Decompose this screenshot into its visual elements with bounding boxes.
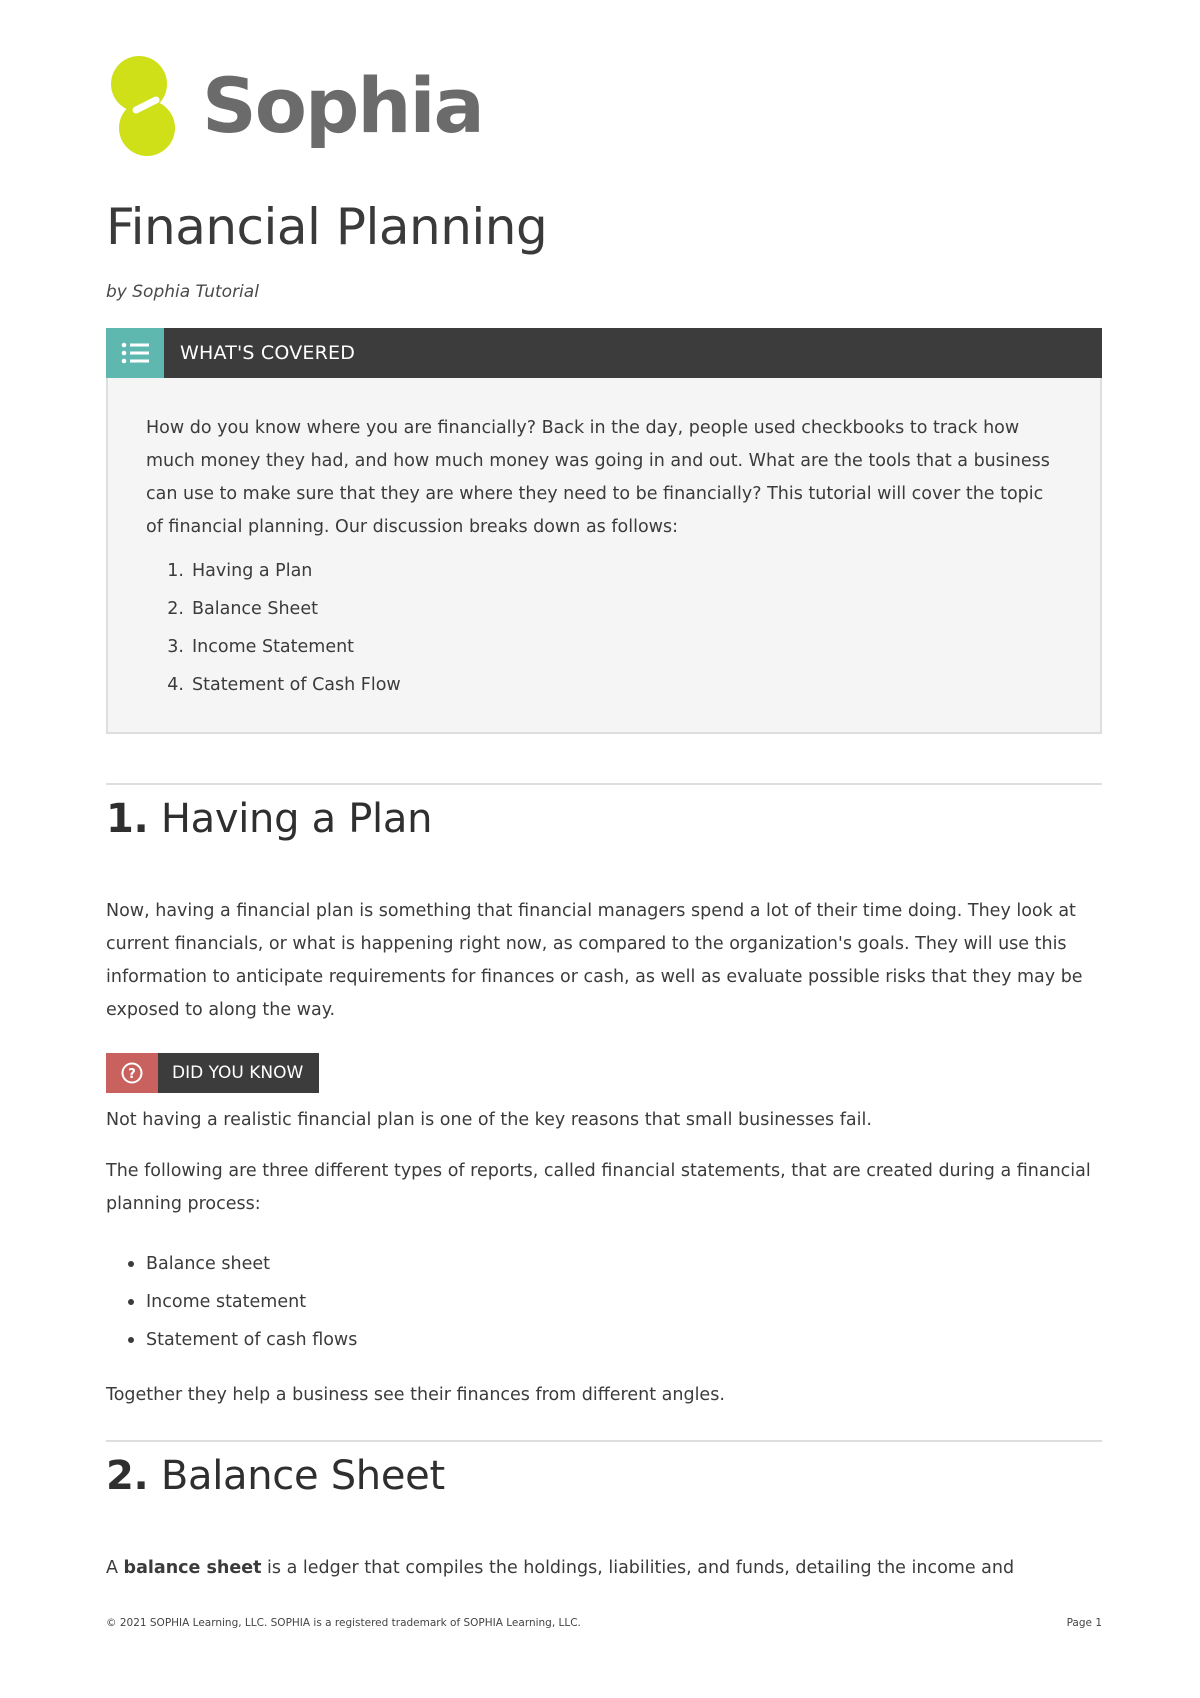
covered-item-number: 2. (167, 599, 184, 619)
covered-item-label: Statement of Cash Flow (192, 675, 401, 695)
list-item (106, 1245, 357, 1283)
did-you-know-text: Not having a realistic financial plan is one of the key reasons that small businesses fail. (106, 1110, 872, 1130)
covered-item (146, 590, 1062, 628)
section-title: Having a Plan (160, 796, 433, 842)
covered-item-number: 1. (167, 561, 184, 581)
list-item (106, 1321, 357, 1359)
covered-item-label: Having a Plan (192, 561, 313, 581)
section-divider (106, 783, 1102, 785)
list-item (106, 1283, 357, 1321)
whats-covered-box (106, 328, 1102, 734)
balance-sheet-text: is a ledger that compiles the holdings, liabilities, and funds, detailing the income and (261, 1558, 1015, 1578)
covered-item-label: Income Statement (192, 637, 355, 657)
brand-name: Sophia (202, 61, 483, 150)
list-icon (106, 328, 164, 378)
list-item-label: Statement of cash flows (146, 1330, 358, 1350)
whats-covered-body (106, 378, 1102, 734)
statements-intro: The following are three different types of reports, called financial statements, that are created during a financial planning process: (106, 1161, 1091, 1214)
sophia-logo (106, 54, 483, 158)
statements-list (106, 1245, 357, 1359)
statements-closing: Together they help a business see their finances from different angles. (106, 1385, 725, 1405)
whats-covered-header (106, 328, 1102, 378)
covered-item (146, 552, 1062, 590)
covered-item-number: 4. (167, 675, 184, 695)
question-icon (106, 1053, 158, 1093)
did-you-know-label: DID YOU KNOW (158, 1053, 319, 1093)
did-you-know-header (106, 1053, 319, 1093)
covered-list (146, 552, 1062, 704)
section-number: 2. (106, 1453, 149, 1499)
whats-covered-title: WHAT'S COVERED (180, 342, 356, 364)
covered-intro: How do you know where you are financially? Back in the day, people used checkbooks to track how much money they had, and how much money was going in and out. What are the tools that a business can use to make sure that they are where they need to be financially? This tutorial will cover the topic of financial planning. Our discussion breaks down as follows: (146, 418, 1050, 537)
svg-text:?: ? (128, 1067, 136, 1082)
list-item-label: Income statement (146, 1292, 307, 1312)
balance-sheet-paragraph (106, 1552, 1102, 1585)
section-divider (106, 1440, 1102, 1442)
balance-sheet-prefix: A (106, 1558, 124, 1578)
document-page (106, 0, 1102, 1698)
covered-item-number: 3. (167, 637, 184, 657)
section-heading-balance-sheet (106, 1453, 445, 1499)
section-number: 1. (106, 796, 149, 842)
section-title: Balance Sheet (160, 1453, 445, 1499)
sophia-mark-icon (106, 54, 180, 158)
list-item-label: Balance sheet (146, 1254, 270, 1274)
balance-sheet-term: balance sheet (123, 1558, 262, 1578)
footer-copyright: © 2021 SOPHIA Learning, LLC. SOPHIA is a registered trademark of SOPHIA Learning, LLC. (106, 1617, 581, 1629)
document-title: Financial Planning (106, 198, 548, 256)
byline: by Sophia Tutorial (106, 282, 259, 302)
covered-item-label: Balance Sheet (192, 599, 318, 619)
page-number: Page 1 (1066, 1617, 1102, 1629)
covered-item (146, 628, 1062, 666)
having-a-plan-paragraph: Now, having a financial plan is something that financial managers spend a lot of their time doing. They look at current financials, or what is happening right now, as compared to the organization's goals. They will use this information to anticipate requirements for finances or cash, as well as evaluate possible risks that they may be exposed to along the way. (106, 901, 1083, 1020)
covered-item (146, 666, 1062, 704)
section-heading-having-a-plan (106, 796, 432, 842)
